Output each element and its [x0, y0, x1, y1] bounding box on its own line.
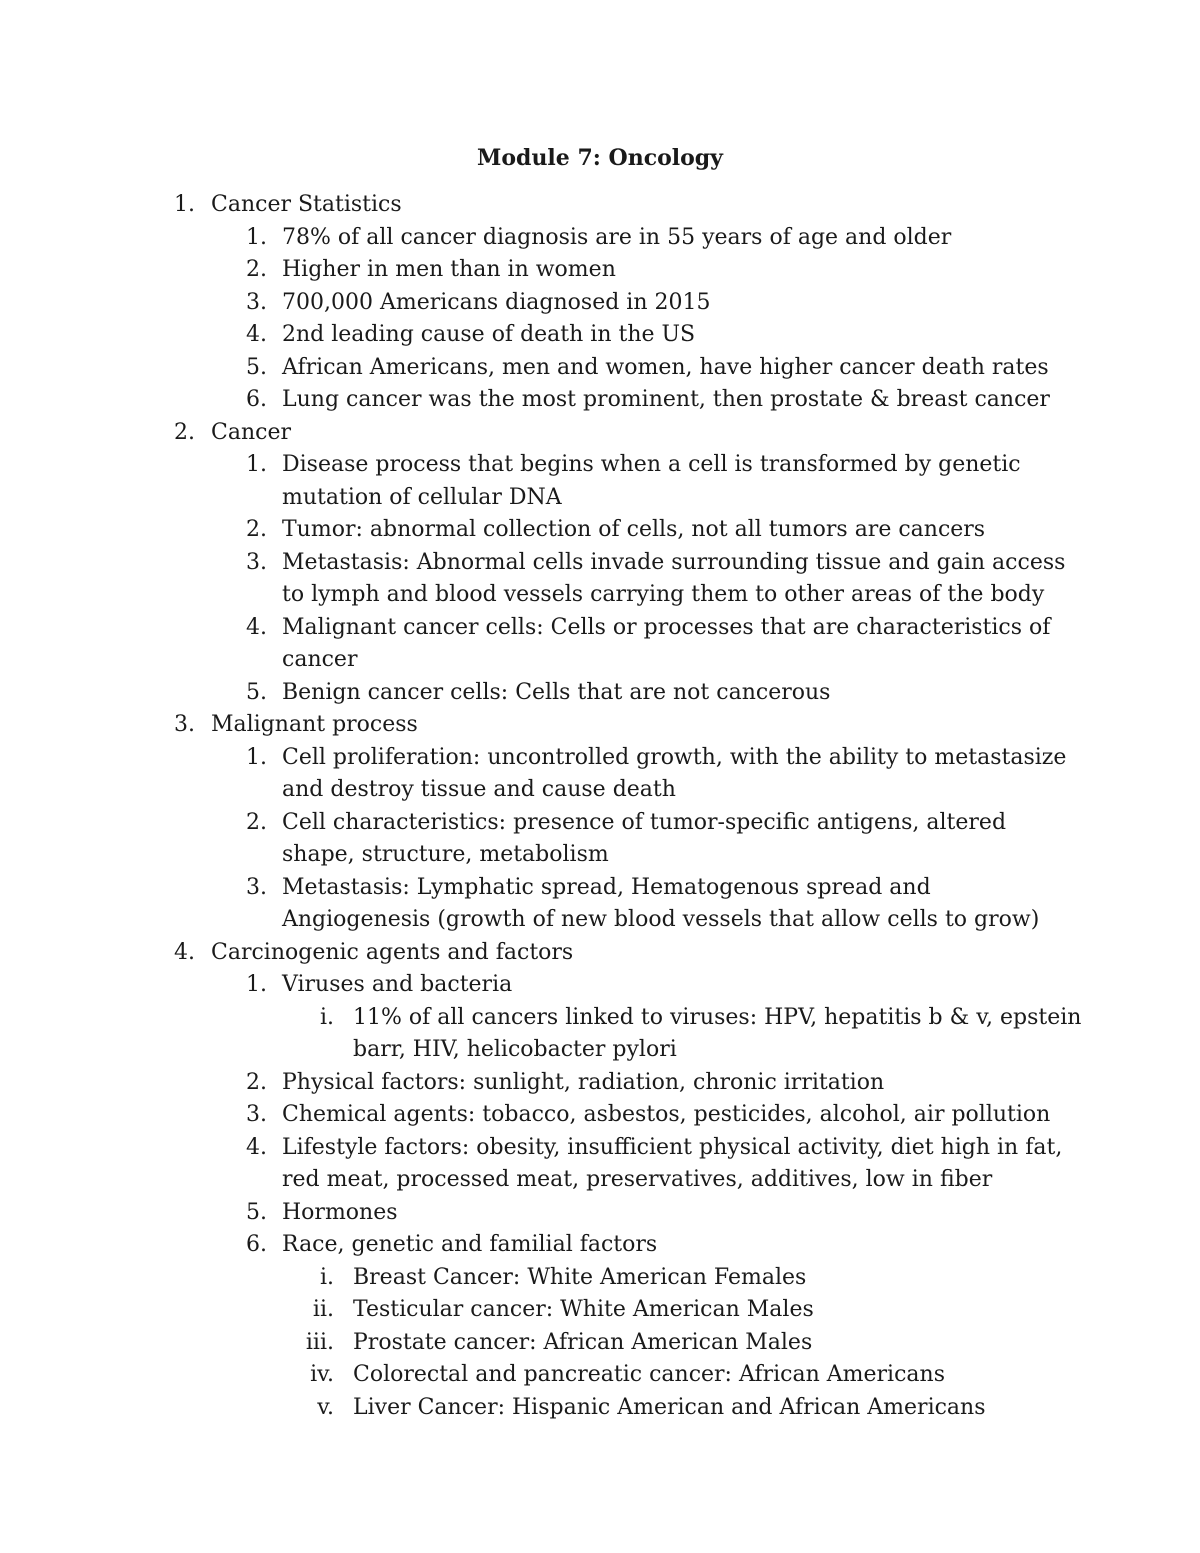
- list-item-text: 700,000 Americans diagnosed in 2015: [282, 289, 711, 315]
- list-marker: 5.: [246, 1199, 267, 1225]
- list-item: [0, 222, 1200, 255]
- list-item-text: Malignant process: [211, 712, 418, 737]
- list-marker: 6.: [246, 1232, 267, 1257]
- section-heading: [0, 189, 1200, 222]
- list-item-text: Benign cancer cells: Cells that are not cancerous: [282, 679, 831, 705]
- list-item: [0, 1067, 1200, 1100]
- list-item-text: Tumor: abnormal collection of cells, not all tumors are cancers: [282, 517, 986, 542]
- list-item-text: Cancer: [211, 419, 291, 445]
- list-item-text: Metastasis: Abnormal cells invade surrounding tissue and gain access: [282, 549, 1066, 575]
- sub-list-item: [0, 1359, 1200, 1392]
- outline: [0, 189, 1200, 1424]
- list-item: [0, 612, 1200, 677]
- list-marker: 4.: [246, 322, 267, 347]
- list-item-text: shape, structure, metabolism: [282, 842, 609, 867]
- list-item: [0, 1197, 1200, 1230]
- list-item-text: Liver Cancer: Hispanic American and African Americans: [353, 1394, 986, 1420]
- list-item-text: Breast Cancer: White American Females: [353, 1264, 807, 1290]
- list-marker: 3.: [246, 549, 267, 575]
- list-marker: 5.: [246, 679, 267, 705]
- list-marker: 3.: [246, 874, 267, 900]
- list-item: [0, 547, 1200, 612]
- list-item: [0, 872, 1200, 937]
- list-marker: 3.: [246, 289, 267, 315]
- list-item: [0, 514, 1200, 547]
- list-item: [0, 1132, 1200, 1197]
- list-item-text: Chemical agents: tobacco, asbestos, pesticides, alcohol, air pollution: [282, 1102, 1051, 1127]
- list-item-text: Lifestyle factors: obesity, insufficient physical activity, diet high in fat,: [282, 1134, 1063, 1160]
- list-item-text: 78% of all cancer diagnosis are in 55 years of age and older: [282, 224, 952, 250]
- list-marker: 2.: [246, 517, 267, 542]
- list-item-text: Cell proliferation: uncontrolled growth, with the ability to metastasize: [282, 744, 1067, 770]
- list-item-text: Race, genetic and familial factors: [282, 1232, 658, 1257]
- list-item-text: Viruses and bacteria: [282, 972, 513, 997]
- list-marker: 2.: [246, 1069, 267, 1095]
- sub-list-item: [0, 1294, 1200, 1327]
- list-marker: iv.: [310, 1362, 334, 1387]
- list-marker: 2.: [174, 419, 195, 445]
- list-marker: 4.: [246, 614, 267, 640]
- list-marker: 4.: [174, 939, 195, 965]
- list-item-text: Disease process that begins when a cell is transformed by genetic: [282, 452, 1021, 477]
- list-marker: 2.: [246, 257, 267, 282]
- sub-list-item: [0, 1392, 1200, 1425]
- list-item-text: Testicular cancer: White American Males: [353, 1297, 814, 1322]
- list-item-text: Angiogenesis (growth of new blood vessels that allow cells to grow): [282, 907, 1040, 932]
- list-item: [0, 1099, 1200, 1132]
- list-item-text: Cell characteristics: presence of tumor-specific antigens, altered: [282, 809, 1007, 835]
- list-item: [0, 384, 1200, 417]
- list-item-text: mutation of cellular DNA: [282, 484, 562, 510]
- list-item-text: Carcinogenic agents and factors: [211, 939, 574, 965]
- list-item: [0, 969, 1200, 1002]
- list-marker: 1.: [246, 972, 267, 997]
- list-item-text: African Americans, men and women, have higher cancer death rates: [282, 354, 1049, 380]
- list-item-text: 2nd leading cause of death in the US: [282, 322, 696, 347]
- section-heading: [0, 417, 1200, 450]
- list-marker: 1.: [174, 192, 195, 217]
- sub-list-item: [0, 1327, 1200, 1360]
- section-heading: [0, 937, 1200, 970]
- list-item-text: Hormones: [282, 1199, 398, 1225]
- list-item-text: Physical factors: sunlight, radiation, chronic irritation: [282, 1069, 885, 1095]
- list-item: [0, 319, 1200, 352]
- list-item-text: Metastasis: Lymphatic spread, Hematogenous spread and: [282, 874, 931, 900]
- list-marker: 5.: [246, 354, 267, 380]
- list-marker: i.: [319, 1004, 334, 1030]
- list-item-text: cancer: [282, 647, 358, 672]
- list-item: [0, 807, 1200, 872]
- list-marker: i.: [319, 1264, 334, 1290]
- section-heading: [0, 709, 1200, 742]
- list-item: [0, 742, 1200, 807]
- list-marker: 2.: [246, 809, 267, 835]
- list-item-text: Malignant cancer cells: Cells or processes that are characteristics of: [282, 614, 1051, 640]
- list-item-text: Colorectal and pancreatic cancer: African Americans: [353, 1362, 945, 1387]
- list-item-text: Higher in men than in women: [282, 257, 616, 282]
- list-item: [0, 287, 1200, 320]
- list-marker: ii.: [312, 1297, 334, 1322]
- list-item-text: Prostate cancer: African American Males: [353, 1329, 813, 1355]
- list-item: [0, 352, 1200, 385]
- list-marker: 6.: [246, 387, 267, 412]
- list-item: [0, 254, 1200, 287]
- list-item-text: red meat, processed meat, preservatives, additives, low in fiber: [282, 1167, 993, 1192]
- list-marker: 3.: [246, 1102, 267, 1127]
- list-item: [0, 449, 1200, 514]
- list-marker: iii.: [305, 1329, 334, 1355]
- list-marker: 3.: [174, 712, 195, 737]
- page-title: Module 7: Oncology: [477, 145, 723, 171]
- list-item: [0, 677, 1200, 710]
- sub-list-item: [0, 1002, 1200, 1067]
- list-item-text: 11% of all cancers linked to viruses: HPV, hepatitis b & v, epstein: [353, 1004, 1082, 1030]
- list-marker: 4.: [246, 1134, 267, 1160]
- list-item-text: and destroy tissue and cause death: [282, 777, 676, 802]
- list-item-text: barr, HIV, helicobacter pylori: [353, 1037, 677, 1062]
- list-marker: v.: [317, 1394, 334, 1420]
- list-marker: 1.: [246, 452, 267, 477]
- list-item-text: to lymph and blood vessels carrying them to other areas of the body: [282, 582, 1045, 607]
- list-item-text: Cancer Statistics: [211, 192, 402, 217]
- list-item-text: Lung cancer was the most prominent, then prostate & breast cancer: [282, 387, 1050, 412]
- list-marker: 1.: [246, 224, 267, 250]
- sub-list-item: [0, 1262, 1200, 1295]
- list-marker: 1.: [246, 744, 267, 770]
- list-item: [0, 1229, 1200, 1262]
